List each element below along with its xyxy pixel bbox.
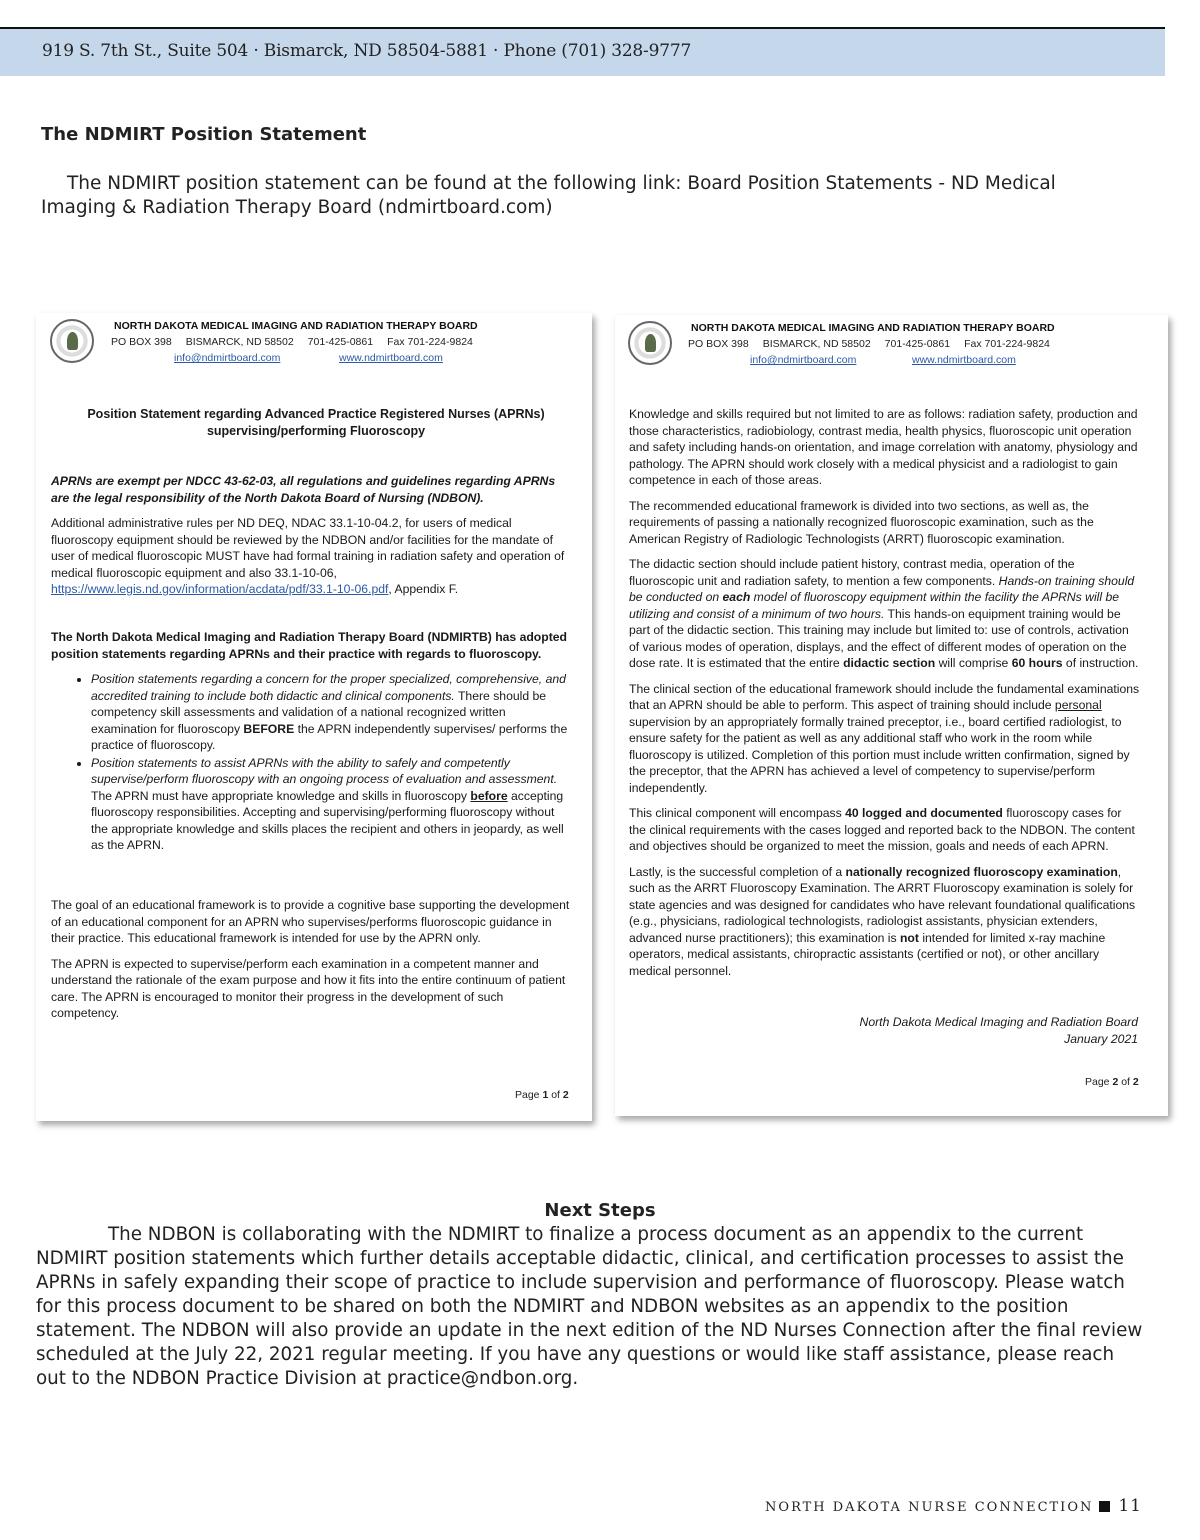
address-bar: [0, 29, 1165, 76]
section-title: The NDMIRT Position Statement: [41, 124, 367, 145]
board-website-link[interactable]: www.ndmirtboard.com: [339, 352, 443, 364]
next-steps-body: The NDBON is collaborating with the NDMIRT to finalize a process document as an appendix to the current NDMIRT position statements which further details acceptable didactic, clinical, and certification processes to assist the APRNs in safely expanding their scope of practice to include supervision and performance of fluoroscopy. Please watch for this process document to be shared on both the NDMIRT and NDBON websites as an appendix to the position statement. The NDBON will also provide an update in the next edition of the ND Nurses Connection after the final review scheduled at the July 22, 2021 regular meeting. If you have any questions or would like staff assistance, please reach out to the NDBON Practice Division at practice@ndbon.org.: [36, 1224, 1143, 1389]
board-address: [688, 338, 1064, 350]
page-number: Page 1 of 2: [515, 1089, 569, 1101]
adopted-paragraph: The North Dakota Medical Imaging and Radiation Therapy Board (NDMIRTB) has adopted position statements regarding APRNs and their practice with regards to fluoroscopy.: [51, 630, 567, 661]
next-steps-title: Next Steps: [544, 1200, 656, 1221]
board-city: BISMARCK, ND 58502: [762, 338, 871, 350]
square-bullet-icon: [1099, 1501, 1110, 1512]
board-pobox: PO BOX 398: [111, 336, 172, 348]
page-footer: [765, 1496, 1142, 1516]
legis-link[interactable]: https://www.legis.nd.gov/information/acdata/pdf/33.1-10-06.pdf: [51, 582, 389, 596]
publication-name: NORTH DAKOTA NURSE CONNECTION: [765, 1500, 1094, 1515]
lastly-paragraph: Lastly, is the successful completion of a nationally recognized fluoroscopy examination, such as the ARRT Fluoroscopy Examination. The ARRT Fluoroscopy examination is solely for state agencies and was designed for candidates who have relevant foundational qualifications (e.g., physicians, radiological technologists, radiologist assistants, physician extenders, advanced nurse practitioners); this examination is not intended for limited x-ray machine operators, medical assistants, chiropractic assistants (certified or not), or other ancillary medical personnel.: [629, 864, 1136, 978]
state-seal-icon: [50, 319, 94, 363]
page2-body: [629, 406, 1141, 988]
page1-body-3: [51, 897, 573, 1031]
state-seal-icon: [628, 321, 672, 365]
board-address: [111, 336, 487, 348]
signature-block: [860, 1014, 1138, 1047]
page1-body: [51, 473, 573, 607]
exempt-paragraph: APRNs are exempt per NDCC 43-62-03, all regulations and guidelines regarding APRNs are the legal responsibility of the North Dakota Board of Nursing (NDBON).: [51, 474, 556, 505]
board-phone: 701-425-0861: [307, 336, 374, 348]
rules-paragraph: Additional administrative rules per ND DEQ, NDAC 33.1-10-04.2, for users of medical fluoroscopy equipment should be reviewed by the NDBON and/or facilities for the mandate of user of medical fluoroscopic MUST have had formal training in radiation safety and operation of medical fluoroscopic equipment and also 33.1-10-06, https://www.legis.nd.gov/information/acdata/pdf/33.1-10-06.pdf, Appendix F.: [51, 516, 565, 596]
board-name: NORTH DAKOTA MEDICAL IMAGING AND RADIATION THERAPY BOARD: [691, 322, 1055, 334]
page1-body-2: [51, 629, 573, 855]
footer-page-number: 11: [1118, 1496, 1142, 1516]
position-statement-page-1: [36, 313, 592, 1121]
bullet-item: • Position statements regarding a concern for the proper specialized, comprehensive, and accredited training to include both didactic and clinical components. There should be competency skill assessments and validation of a national recognized written examination for fluoroscopy BEFORE the APRN independently supervises/ performs the practice of fluoroscopy.: [91, 671, 573, 754]
goal-paragraph: The goal of an educational framework is to provide a cognitive base supporting the development of an educational component for an APRN who supervises/performs fluoroscopic guidance in their practice. This educational framework is intended for use by the APRN only.: [51, 898, 570, 945]
board-phone: 701-425-0861: [884, 338, 951, 350]
board-name: NORTH DAKOTA MEDICAL IMAGING AND RADIATION THERAPY BOARD: [114, 320, 478, 332]
board-fax: Fax 701-224-9824: [387, 336, 473, 348]
page-number: Page 2 of 2: [1085, 1076, 1139, 1088]
position-statement-page-2: [615, 315, 1168, 1116]
component-paragraph: This clinical component will encompass 40 logged and documented fluoroscopy cases for the clinical requirements with the cases logged and reported back to the NDBON. The content and objectives should be organized to meet the mission, goals and needs of each APRN.: [629, 806, 1135, 853]
board-email-link[interactable]: info@ndmirtboard.com: [174, 352, 281, 364]
didactic-paragraph: The didactic section should include patient history, contrast media, operation of the fluoroscopic unit and radiation safety, to mention a few components. Hands-on training should be conducted on each model of fluoroscopy equipment within the facility the APRNs will be utilizing and consist of a minimum of two hours. This hands-on equipment training would be part of the didactic section. This training may include but limited to: use of controls, activation of various modes of operation, displays, and the effect of different modes of operation on the dose rate. It is estimated that the entire didactic section will comprise 60 hours of instruction.: [629, 557, 1139, 670]
framework-paragraph: The recommended educational framework is divided into two sections, as well as, the requirements of passing a nationally recognized fluoroscopic examination, such as the American Registry of Radiologic Technologists (ARRT) fluoroscopic examination.: [629, 498, 1094, 546]
knowledge-paragraph: Knowledge and skills required but not limited to are as follows: radiation safety, production and those characteristics, radiobiology, contrast media, health physics, fluoroscopic unit operation and safety including hands-on orientation, and image correlation with anatomy, physiology and pathology. The APRN should work closely with a medical physicist and a radiologist to gain competence in each of those areas.: [629, 407, 1138, 487]
position-bullets: [51, 671, 573, 854]
board-pobox: PO BOX 398: [688, 338, 749, 350]
signature-org: North Dakota Medical Imaging and Radiation Board: [859, 1015, 1138, 1029]
board-city: BISMARCK, ND 58502: [185, 336, 294, 348]
board-email-link[interactable]: info@ndmirtboard.com: [750, 354, 857, 366]
clinical-paragraph: The clinical section of the educational framework should include the fundamental examinations that an APRN should be able to perform. This aspect of training should include personal supervision by an appropriately formally trained preceptor, i.e., board certified radiologist, to ensure safety for the patient as well as any additional staff who work in the room while fluoroscopy is utilized. Completion of this portion must include written confirmation, signed by the preceptor, that the APRN has achieved a level of competency to supervise/perform independently.: [629, 681, 1140, 795]
bullet-item: • Position statements to assist APRNs with the ability to safely and competently supervise/perform fluoroscopy with an ongoing process of evaluation and assessment. The APRN must have appropriate knowledge and skills in fluoroscopy before accepting fluoroscopy responsibilities. Accepting and supervising/performing fluoroscopy without the appropriate knowledge and skills places the recipient and others in jeopardy, as well as the APRN.: [91, 755, 573, 854]
position-statement-link-text[interactable]: The NDMIRT position statement can be found at the following link: Board Position Statements - ND Medical Imaging & Radiation Therapy Board (ndmirtboard.com): [41, 173, 1056, 218]
board-fax: Fax 701-224-9824: [964, 338, 1050, 350]
statement-title: Position Statement regarding Advanced Practice Registered Nurses (APRNs) supervising/performing Fluoroscopy: [87, 407, 545, 438]
address-text: 919 S. 7th St., Suite 504 · Bismarck, ND 58504-5881 · Phone (701) 328-9777: [42, 41, 692, 61]
board-website-link[interactable]: www.ndmirtboard.com: [912, 354, 1016, 366]
expected-paragraph: The APRN is expected to supervise/perform each examination in a competent manner and understand the rationale of the exam purpose and how it fits into the entire continuum of patient care. The APRN is encouraged to monitor their progress in the development of such competency.: [51, 956, 566, 1020]
signature-date: January 2021: [1064, 1031, 1138, 1046]
